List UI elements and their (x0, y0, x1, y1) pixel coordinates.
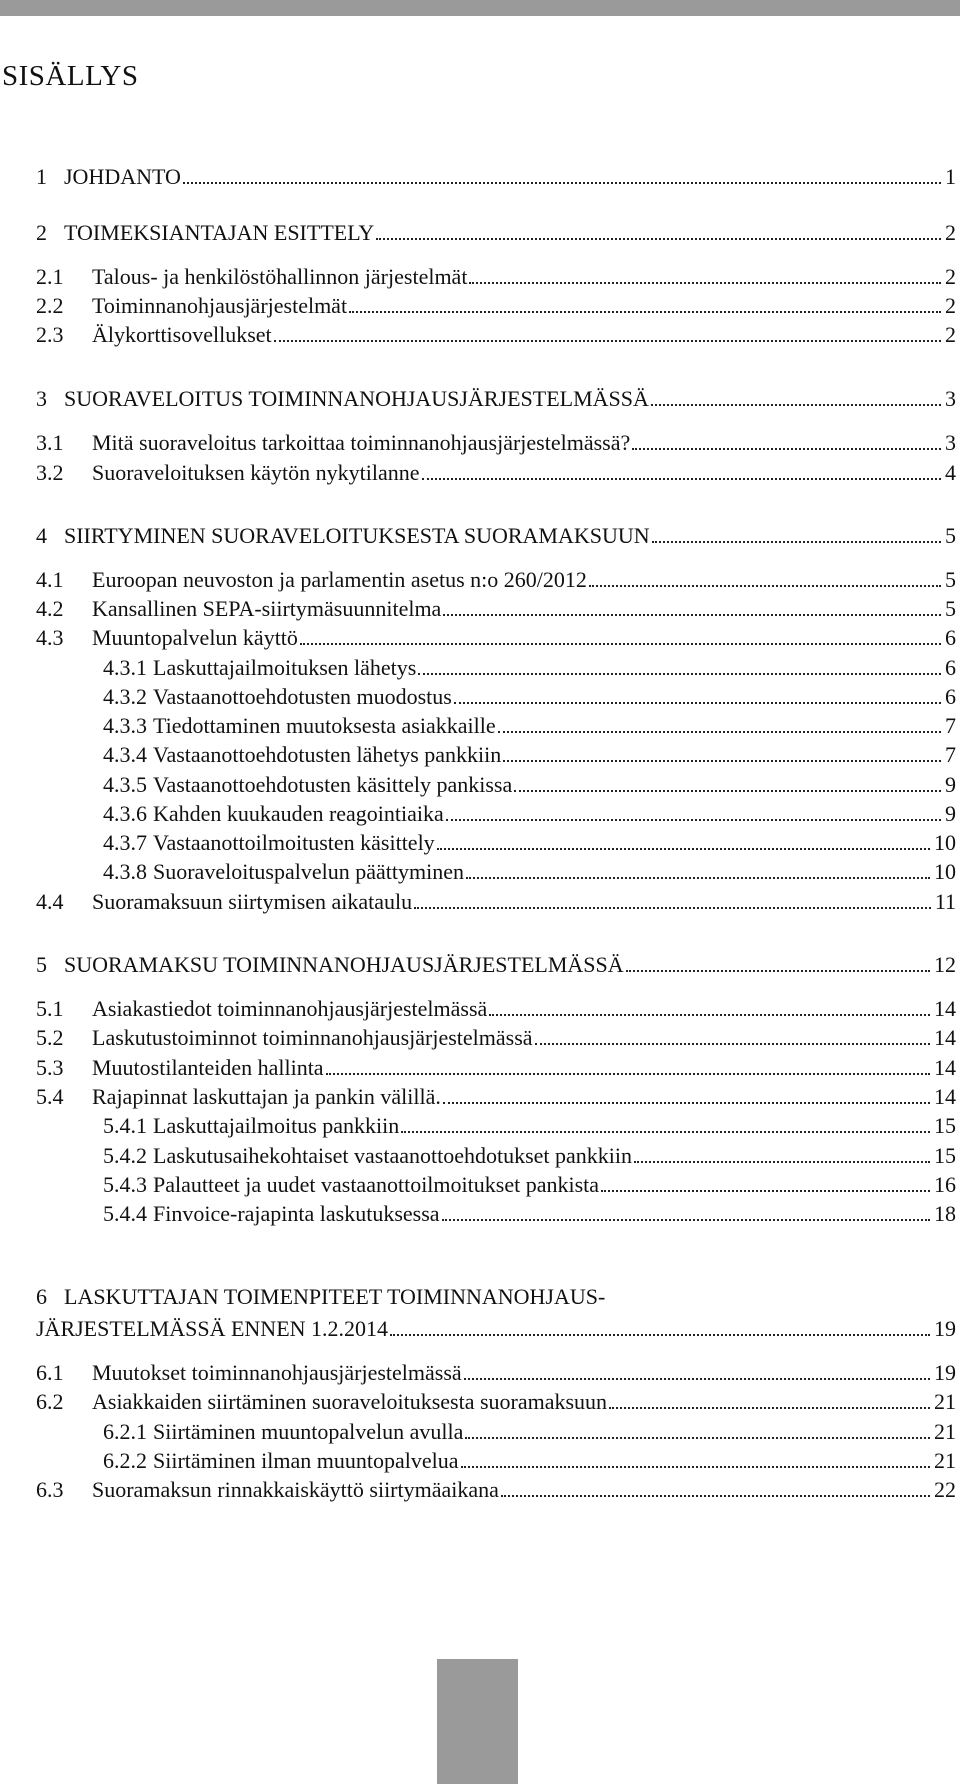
toc-number: 4.3 (36, 625, 64, 650)
toc-number: 3.2 (36, 460, 64, 485)
toc-page: 21 (934, 1389, 956, 1414)
toc-label: Finvoice-rajapinta laskutuksessa (153, 1201, 440, 1226)
toc-page: 14 (934, 1025, 956, 1050)
toc-leader (418, 673, 941, 675)
toc-label: Vastaanottoehdotusten muodostus (153, 684, 452, 709)
toc-entry[interactable] (103, 799, 956, 829)
toc-label: Muutostilanteiden hallinta (92, 1055, 324, 1080)
toc-entry[interactable] (36, 291, 956, 321)
toc-leader (489, 1014, 930, 1016)
toc-leader (632, 448, 941, 450)
toc-label: Mitä suoraveloitus tarkoittaa toiminnanohjausjärjestelmässä? (92, 430, 631, 455)
toc-number: 4.3.4 (103, 742, 147, 767)
toc-page: 11 (934, 889, 956, 914)
toc-leader (466, 877, 930, 879)
toc-entry[interactable] (36, 218, 956, 248)
toc-entry[interactable] (36, 521, 956, 551)
toc-number: 5.4 (36, 1084, 64, 1109)
toc-number: 4.3.1 (103, 655, 147, 680)
toc-entry[interactable] (36, 1358, 956, 1388)
toc-label: LASKUTTAJAN TOIMENPITEET TOIMINNANOHJAUS- (64, 1284, 606, 1309)
toc-page: 21 (934, 1448, 956, 1473)
toc-label: Laskutustoiminnot toiminnanohjausjärjestelmässä (92, 1025, 533, 1050)
toc-label: Kansallinen SEPA-siirtymäsuunnitelma (92, 596, 442, 621)
toc-page: 3 (945, 386, 956, 411)
toc-leader (609, 1407, 930, 1409)
toc-number: 4.3.6 (103, 801, 147, 826)
toc-label: Tiedottaminen muutoksesta asiakkaille (153, 713, 496, 738)
toc-page: 2 (945, 264, 956, 289)
toc-leader (443, 614, 941, 616)
toc-entry[interactable] (36, 1082, 956, 1112)
toc-leader (443, 1102, 930, 1104)
toc-page: 19 (934, 1360, 956, 1385)
toc-entry[interactable] (103, 1111, 956, 1141)
toc-leader (274, 340, 941, 342)
toc-entry[interactable] (103, 1170, 956, 1200)
toc-number: 4.3.8 (103, 859, 147, 884)
toc-page: 2 (945, 220, 956, 245)
toc-page: 14 (934, 1055, 956, 1080)
toc-number: 4 (36, 523, 47, 548)
toc-page: 22 (934, 1477, 956, 1502)
toc-page: 10 (934, 859, 956, 884)
toc-leader (601, 1190, 930, 1192)
toc-leader (442, 1219, 930, 1221)
toc-entry[interactable] (36, 994, 956, 1024)
toc-label: SIIRTYMINEN SUORAVELOITUKSESTA SUORAMAKSUUN (64, 523, 650, 548)
toc-label: Laskuttajailmoitus pankkiin (153, 1113, 400, 1138)
toc-number: 1 (36, 164, 47, 189)
toc-number: 6.2 (36, 1389, 64, 1414)
toc-leader (651, 404, 941, 406)
toc-page: 7 (945, 742, 956, 767)
toc-number: 2.1 (36, 264, 64, 289)
toc-entry[interactable] (36, 594, 956, 624)
toc-page: 21 (934, 1419, 956, 1444)
toc-entry[interactable] (36, 262, 956, 292)
toc-number: 5 (36, 952, 47, 977)
toc-leader (376, 238, 941, 240)
toc-page: 1 (945, 164, 956, 189)
toc-page: 6 (945, 625, 956, 650)
toc-entry-heading-line1[interactable] (36, 1282, 605, 1312)
toc-page: 19 (934, 1316, 956, 1341)
toc-page: 7 (945, 713, 956, 738)
toc-label: Suoramaksuun siirtymisen aikataulu (92, 889, 413, 914)
toc-number: 4.3.7 (103, 830, 147, 855)
toc-label: Kahden kuukauden reagointiaika (153, 801, 444, 826)
toc-entry[interactable] (103, 1199, 956, 1229)
toc-entry[interactable] (36, 162, 956, 192)
toc-page: 2 (945, 322, 956, 347)
toc-number: 5.2 (36, 1025, 64, 1050)
toc-label: Suoramaksun rinnakkaiskäyttö siirtymäaikana (92, 1477, 499, 1502)
toc-page: 14 (934, 1084, 956, 1109)
toc-leader (300, 643, 941, 645)
toc-label: Vastaanottoehdotusten lähetys pankkiin (153, 742, 502, 767)
toc-number: 5.4.3 (103, 1172, 147, 1197)
toc-entry[interactable] (103, 828, 956, 858)
toc-number: 6.2.1 (103, 1419, 147, 1444)
toc-entry[interactable] (36, 1475, 956, 1505)
toc-label: Suoraveloituspalvelun päättyminen (153, 859, 464, 884)
toc-label: Rajapinnat laskuttajan ja pankin välillä. (92, 1084, 441, 1109)
toc-number: 4.2 (36, 596, 64, 621)
toc-label: JOHDANTO (64, 164, 181, 189)
toc-page: 9 (945, 772, 956, 797)
toc-number: 5.3 (36, 1055, 64, 1080)
toc-number: 3 (36, 386, 47, 411)
toc-label: SUORAVELOITUS TOIMINNANOHJAUSJÄRJESTELMÄSSÄ (64, 386, 649, 411)
toc-number: 5.1 (36, 996, 64, 1021)
toc-number: 4.3.3 (103, 713, 147, 738)
toc-page: 6 (945, 655, 956, 680)
toc-entry[interactable] (36, 950, 956, 980)
toc-leader (390, 1334, 930, 1336)
toc-page: 18 (934, 1201, 956, 1226)
toc-label: Muuntopalvelun käyttö (92, 625, 298, 650)
toc-number: 5.4.4 (103, 1201, 147, 1226)
toc-number: 2 (36, 220, 47, 245)
toc-entry[interactable] (103, 711, 956, 741)
toc-leader (349, 311, 941, 313)
toc-number: 5.4.2 (103, 1143, 147, 1168)
toc-leader (469, 282, 941, 284)
toc-label: Siirtäminen muuntopalvelun avulla (153, 1419, 464, 1444)
toc-entry[interactable] (36, 320, 956, 350)
toc-page: 15 (934, 1113, 956, 1138)
toc-entry[interactable] (36, 458, 956, 488)
toc-leader (183, 182, 941, 184)
toc-leader (503, 760, 941, 762)
toc-label: Talous- ja henkilöstöhallinnon järjestelmät (92, 264, 468, 289)
toc-page: 14 (934, 996, 956, 1021)
toc-leader (401, 1131, 930, 1133)
toc-number: 4.1 (36, 567, 64, 592)
toc-page: 2 (945, 293, 956, 318)
toc-entry[interactable] (103, 740, 956, 770)
toc-entry[interactable] (103, 1446, 956, 1476)
toc-entry[interactable] (103, 1417, 956, 1447)
toc-number: 6.1 (36, 1360, 64, 1385)
toc-leader (498, 731, 941, 733)
toc-page: 4 (945, 460, 956, 485)
toc-leader (626, 970, 930, 972)
toc-label: Suoraveloituksen käytön nykytilanne (92, 460, 420, 485)
toc-entry[interactable] (36, 384, 956, 414)
toc-label: Älykorttisovellukset (92, 322, 272, 347)
toc-label: Laskutusaihekohtaiset vastaanottoehdotukset pankkiin (153, 1143, 633, 1168)
toc-leader (634, 1161, 930, 1163)
toc-number: 2.2 (36, 293, 64, 318)
toc-leader (414, 907, 931, 909)
toc-leader (446, 819, 941, 821)
toc-page: 3 (945, 430, 956, 455)
toc-entry[interactable] (36, 887, 956, 917)
toc-entry[interactable] (36, 623, 956, 653)
toc-entry[interactable] (103, 653, 956, 683)
toc-leader (501, 1495, 930, 1497)
toc-leader (465, 1437, 930, 1439)
toc-label: Siirtäminen ilman muuntopalvelua (153, 1448, 459, 1473)
toc-page: 12 (934, 952, 956, 977)
toc-leader (535, 1043, 930, 1045)
toc-label: Muutokset toiminnanohjausjärjestelmässä (92, 1360, 462, 1385)
toc-entry[interactable] (36, 565, 956, 595)
toc-page: 9 (945, 801, 956, 826)
toc-entry[interactable] (103, 682, 956, 712)
toc-number: 4.4 (36, 889, 64, 914)
toc-number: 6.2.2 (103, 1448, 147, 1473)
toc-label: Laskuttajailmoituksen lähetys (153, 655, 417, 680)
toc-page: 5 (945, 523, 956, 548)
toc-leader (422, 478, 942, 480)
toc-label: Vastaanottoilmoitusten käsittely (153, 830, 435, 855)
toc-leader (464, 1378, 930, 1380)
toc-entry[interactable] (103, 857, 956, 887)
toc-page: 5 (945, 567, 956, 592)
toc-label: JÄRJESTELMÄSSÄ ENNEN 1.2.2014 (36, 1316, 389, 1341)
toc-leader (514, 790, 941, 792)
toc-number: 3.1 (36, 430, 64, 455)
top-bar (0, 0, 960, 16)
toc-page: 15 (934, 1143, 956, 1168)
toc-leader (461, 1466, 931, 1468)
toc-page: 5 (945, 596, 956, 621)
toc-label: SUORAMAKSU TOIMINNANOHJAUSJÄRJESTELMÄSSÄ (64, 952, 624, 977)
toc-leader (652, 541, 941, 543)
toc-page: 16 (934, 1172, 956, 1197)
toc-leader (437, 848, 930, 850)
toc-leader (589, 585, 941, 587)
toc-number: 4.3.2 (103, 684, 147, 709)
page-title: SISÄLLYS (2, 60, 139, 92)
toc-number: 6 (36, 1284, 47, 1309)
toc-label: Toiminnanohjausjärjestelmät (92, 293, 348, 318)
toc-entry[interactable] (103, 770, 956, 800)
toc-label: Palautteet ja uudet vastaanottoilmoitukset pankista (153, 1172, 600, 1197)
toc-label: Asiakkaiden siirtäminen suoraveloituksesta suoramaksuun (92, 1389, 608, 1414)
toc-number: 4.3.5 (103, 772, 147, 797)
toc-label: Euroopan neuvoston ja parlamentin asetus n:o 260/2012 (92, 567, 587, 592)
toc-page: 6 (945, 684, 956, 709)
page-footer-block (437, 1659, 518, 1784)
toc-page: 10 (934, 830, 956, 855)
toc-leader (454, 702, 941, 704)
toc-number: 5.4.1 (103, 1113, 147, 1138)
toc-entry[interactable] (36, 1314, 956, 1344)
toc-entry[interactable] (103, 1141, 956, 1171)
toc-entry[interactable] (36, 428, 956, 458)
toc-entry[interactable] (36, 1387, 956, 1417)
toc-number: 6.3 (36, 1477, 64, 1502)
toc-entry[interactable] (36, 1023, 956, 1053)
toc-number: 2.3 (36, 322, 64, 347)
toc-label: Asiakastiedot toiminnanohjausjärjestelmässä (92, 996, 488, 1021)
toc-entry[interactable] (36, 1053, 956, 1083)
toc-leader (326, 1073, 930, 1075)
toc-label: Vastaanottoehdotusten käsittely pankissa (153, 772, 513, 797)
toc-label: TOIMEKSIANTAJAN ESITTELY (64, 220, 375, 245)
